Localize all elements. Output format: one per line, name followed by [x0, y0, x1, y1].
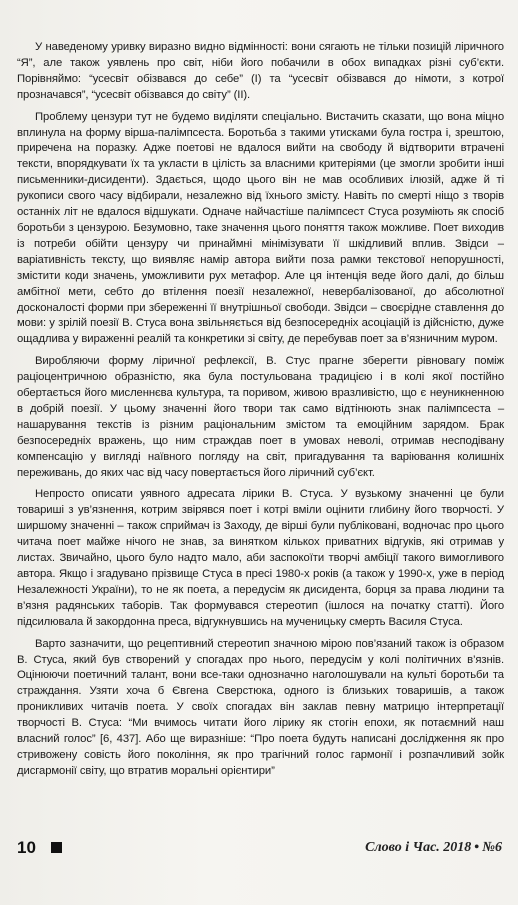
- paragraph-2: Проблему цензури тут не будемо виділяти спеціально. Вистачить сказати, що вона міцно вплинула на форму вірша-палімпсеста. Боротьба з такими утисками була гостра і, зрештою, приречена на поразку. Адже поетові не вдалося вийти на свободу й відтворити втрачені тексти, впорядкувати їх та укласти в цілість за власними критеріями (це змогли зробити інші письменники-дисиденти). Здається, щодо цього він не мав особливих ілюзій, адже й ті рукописи свого часу відбирали, незалежно від їхнього змісту. Навіть по смерті ніщо з творів останніх літ не вдалося відшукати. Одначе найчастіше палімпсест Стуса розуміють як спосіб боротьби з цензурою. Безумовно, таке значення цього поняття також можливе. Поет виходив із потреби обійти цензуру чи принаймні мінімізувати її шкідливий вплив. Звідси – варіативність тексту, що виявляє намір автора вийти поза рамки текстової непорушності, змістити коди значень, уможливити рух метафор. Але ця інтенція веде його далі, до більш амбітної мети, себто до втілення поезії незалежної, невербалізованої, до абсолютної досконалості форми при збереженні її внутрішньої свободи. Звідси – своєрідне ставлення до мови: у зрілій поезії В. Стуса вона звільняється від безпосередніх асоціацій із дійсністю, дуже ощадлива у вираженні реалій та конкретики зі світу, де перебував поет за в’язничним муром.: [17, 110, 504, 346]
- black-square-icon: [51, 842, 62, 853]
- bullet-separator: •: [474, 840, 480, 855]
- paragraph-3: Виробляючи форму ліричної рефлексії, В. Стус прагне зберегти рівновагу поміж раціоцентричною образністю, яка була постульована традицією і в колі якої постійно обертається його мисленнєва культура, та поривом, живою вразливістю, що є неуникненною в добрій поезії. У цьому значенні його твори так само відтінюють знак палімпсеста – нашарування текстів із різним раціональним змістом та емоційним зарядом. Брак безпосередніх вражень, що ним страждав поет в умовах неволі, отримав несподівану компенсацію у вигляді наївного погляду на світ, пригадування та варіювання колишніх переживань, до яких час від часу повертається його ліричний суб’єкт.: [17, 355, 504, 479]
- issue-number: №6: [482, 840, 502, 855]
- paragraph-1: У наведеному уривку виразно видно відмінності: вони сягають не тільки позицій ліричного “Я”, але також уявлень про світ, ніби його побачили в обох випадках різні суб’єкти. Порівняймо: “усесвіт обізвався до себе” (I) та “усесвіт обізвався до німоти, з котрої прозначався”, “усесвіт обізвався до світу” (II).: [17, 41, 504, 101]
- article-body: [17, 40, 504, 780]
- page-footer: [17, 838, 502, 860]
- page-number: 10: [17, 838, 36, 857]
- journal-info: [365, 840, 502, 856]
- paragraph-4: Непросто описати уявного адресата лірики В. Стуса. У вузькому значенні це були товариші з ув’язнення, котрим звірявся поет і котрі вміли оцінити глибину його творчості. У ширшому значенні – також сприймач із Заходу, де вірші були публіковані, водночас про цього читача поет майже нічого не знав, за винятком кількох приватних відгуків, які отримав у листах. Звичайно, цього було надто мало, аби заспокоїти творчі амбіції такого вимогливого автора. Якщо і згадувано прізвище Стуса в пресі 1980-х років (а також у 1990-х, уже в період Незалежності України), то не як поета, а передусім як дисидента, борця за права людини та в’язня радянських таборів. Так формувався стереотип (ішлося на початку статті). Його підсилювала й закордонна преса, відгукнувшись на мученицьку смерть Василя Стуса.: [17, 488, 504, 628]
- paragraph-5: Варто зазначити, що рецептивний стереотип значною мірою пов’язаний також із образом В. Стуса, який був створений у спогадах про нього, передусім у колі політичних в’язнів. Оцінюючи поетичний талант, вони все-таки однозначно наголошували на культі боротьби та страждання. Узяти хоча б Євгена Сверстюка, одного із близьких товаришів, а також проникливих читачів поета. У своїх спогадах він заклав певну матрицю інтерпретації творчості В. Стуса: “Ми вчимось читати його лірику як стогін епохи, як потаємний наш власний голос” [6, 437]. Або ще виразніше: “Про поета будуть написані дослідження як про стривожену совість його покоління, як про трагічний голос гармонії і розпачливий зойк дисгармонії світу, що втратив моральні орієнтири”: [17, 637, 504, 777]
- journal-title: Слово і Час. 2018: [365, 840, 472, 855]
